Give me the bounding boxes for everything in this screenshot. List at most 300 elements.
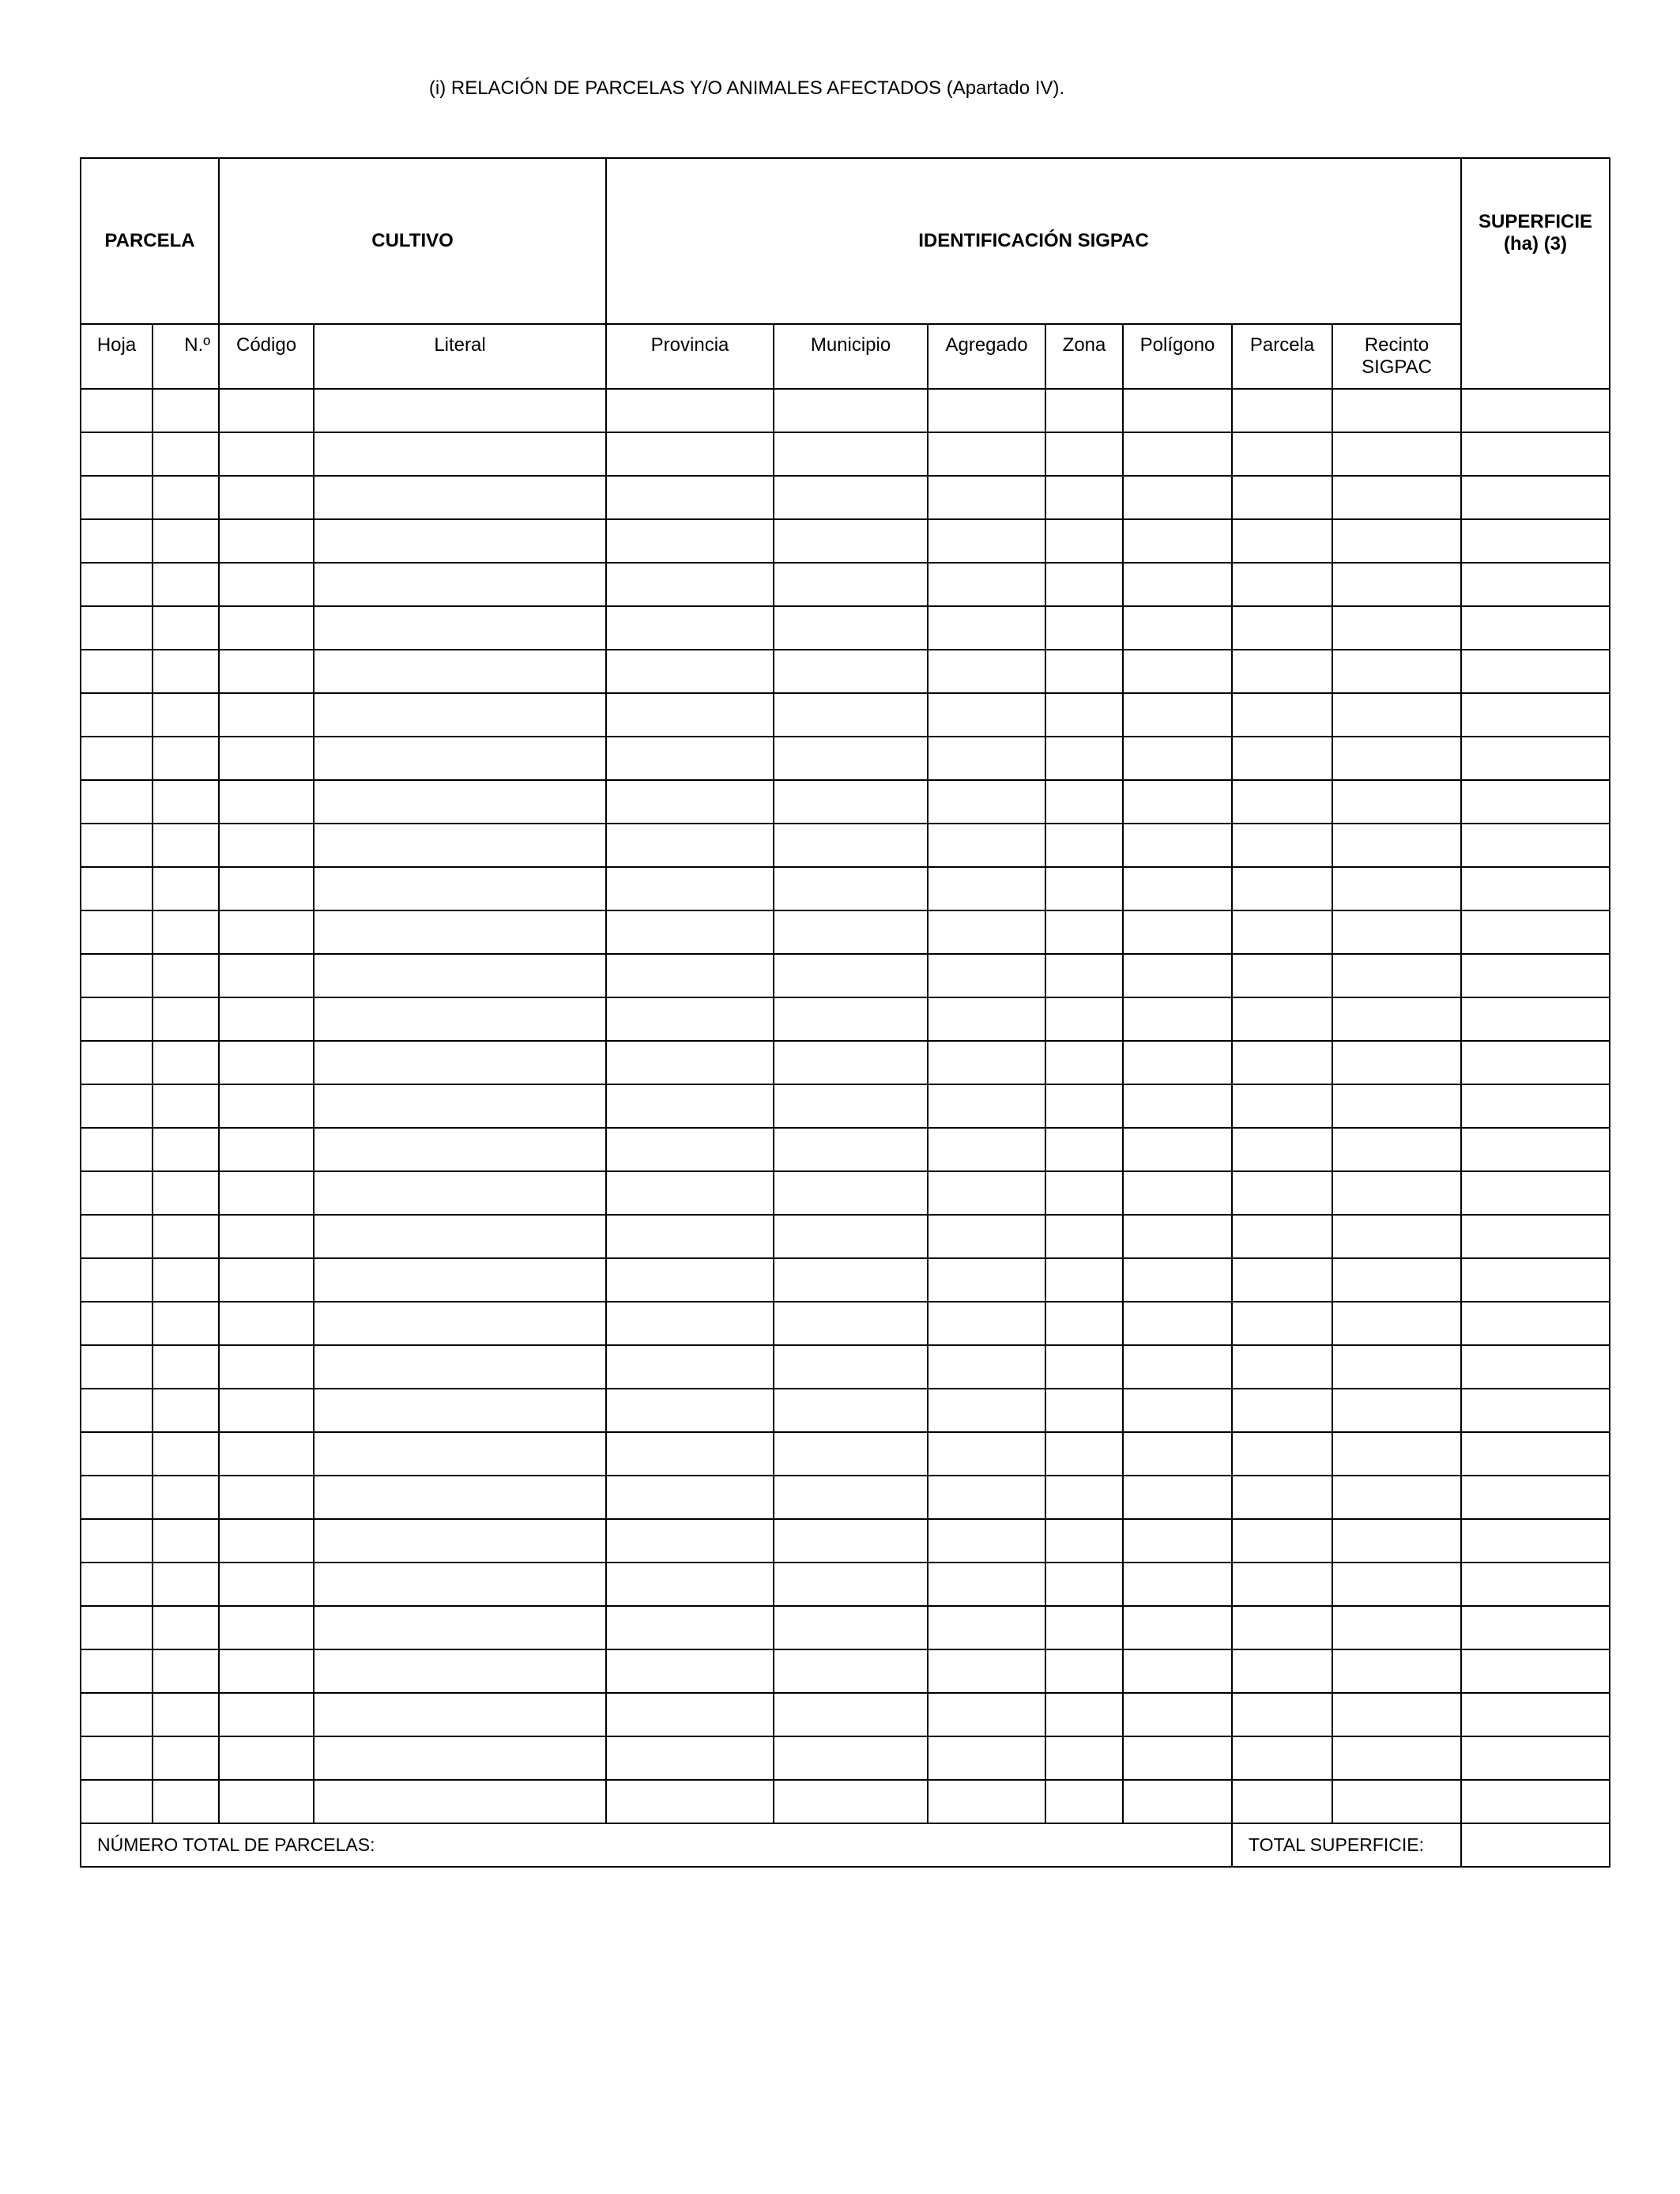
cell-literal[interactable] <box>314 1563 606 1606</box>
cell-literal[interactable] <box>314 693 606 737</box>
cell-municipio[interactable] <box>774 1563 928 1606</box>
cell-superficie[interactable] <box>1461 1780 1610 1823</box>
cell-zona[interactable] <box>1045 1693 1123 1736</box>
cell-provincia[interactable] <box>606 1302 774 1345</box>
cell-codigo[interactable] <box>219 1563 314 1606</box>
cell-superficie[interactable] <box>1461 606 1610 650</box>
cell-superficie[interactable] <box>1461 1345 1610 1389</box>
cell-codigo[interactable] <box>219 606 314 650</box>
cell-numero[interactable] <box>153 650 219 693</box>
cell-numero[interactable] <box>153 563 219 606</box>
cell-provincia[interactable] <box>606 954 774 997</box>
cell-recinto[interactable] <box>1332 432 1461 476</box>
cell-agregado[interactable] <box>928 997 1045 1041</box>
cell-literal[interactable] <box>314 1258 606 1302</box>
cell-recinto[interactable] <box>1332 1736 1461 1780</box>
cell-provincia[interactable] <box>606 910 774 954</box>
cell-poligono[interactable] <box>1123 606 1232 650</box>
cell-municipio[interactable] <box>774 1171 928 1215</box>
cell-agregado[interactable] <box>928 563 1045 606</box>
cell-agregado[interactable] <box>928 1171 1045 1215</box>
cell-numero[interactable] <box>153 997 219 1041</box>
cell-numero[interactable] <box>153 1171 219 1215</box>
cell-superficie[interactable] <box>1461 650 1610 693</box>
cell-parcela[interactable] <box>1232 1041 1332 1084</box>
cell-parcela[interactable] <box>1232 780 1332 824</box>
cell-codigo[interactable] <box>219 693 314 737</box>
cell-zona[interactable] <box>1045 1780 1123 1823</box>
cell-hoja[interactable] <box>81 1084 153 1128</box>
cell-parcela[interactable] <box>1232 1606 1332 1649</box>
cell-superficie[interactable] <box>1461 693 1610 737</box>
cell-recinto[interactable] <box>1332 650 1461 693</box>
cell-poligono[interactable] <box>1123 1128 1232 1171</box>
cell-codigo[interactable] <box>219 1780 314 1823</box>
cell-municipio[interactable] <box>774 389 928 432</box>
cell-provincia[interactable] <box>606 1693 774 1736</box>
cell-provincia[interactable] <box>606 1258 774 1302</box>
cell-zona[interactable] <box>1045 1736 1123 1780</box>
cell-superficie[interactable] <box>1461 1389 1610 1432</box>
cell-hoja[interactable] <box>81 1780 153 1823</box>
cell-recinto[interactable] <box>1332 1519 1461 1563</box>
cell-numero[interactable] <box>153 432 219 476</box>
cell-numero[interactable] <box>153 1084 219 1128</box>
cell-poligono[interactable] <box>1123 910 1232 954</box>
cell-hoja[interactable] <box>81 1606 153 1649</box>
cell-codigo[interactable] <box>219 824 314 867</box>
cell-zona[interactable] <box>1045 476 1123 519</box>
cell-poligono[interactable] <box>1123 1736 1232 1780</box>
cell-literal[interactable] <box>314 1084 606 1128</box>
cell-agregado[interactable] <box>928 1606 1045 1649</box>
cell-agregado[interactable] <box>928 693 1045 737</box>
cell-numero[interactable] <box>153 1693 219 1736</box>
cell-municipio[interactable] <box>774 1780 928 1823</box>
cell-provincia[interactable] <box>606 432 774 476</box>
cell-recinto[interactable] <box>1332 737 1461 780</box>
cell-recinto[interactable] <box>1332 1649 1461 1693</box>
cell-zona[interactable] <box>1045 867 1123 910</box>
cell-hoja[interactable] <box>81 519 153 563</box>
cell-municipio[interactable] <box>774 1041 928 1084</box>
cell-codigo[interactable] <box>219 1476 314 1519</box>
cell-provincia[interactable] <box>606 519 774 563</box>
cell-poligono[interactable] <box>1123 1302 1232 1345</box>
cell-hoja[interactable] <box>81 606 153 650</box>
cell-superficie[interactable] <box>1461 1519 1610 1563</box>
cell-agregado[interactable] <box>928 476 1045 519</box>
cell-municipio[interactable] <box>774 1519 928 1563</box>
total-superficie-value[interactable] <box>1461 1823 1610 1867</box>
cell-hoja[interactable] <box>81 867 153 910</box>
cell-parcela[interactable] <box>1232 1084 1332 1128</box>
cell-numero[interactable] <box>153 1780 219 1823</box>
cell-municipio[interactable] <box>774 1606 928 1649</box>
cell-superficie[interactable] <box>1461 1041 1610 1084</box>
cell-hoja[interactable] <box>81 1563 153 1606</box>
cell-hoja[interactable] <box>81 1649 153 1693</box>
cell-provincia[interactable] <box>606 1563 774 1606</box>
cell-superficie[interactable] <box>1461 519 1610 563</box>
cell-parcela[interactable] <box>1232 650 1332 693</box>
cell-provincia[interactable] <box>606 1171 774 1215</box>
cell-superficie[interactable] <box>1461 1693 1610 1736</box>
cell-zona[interactable] <box>1045 1041 1123 1084</box>
cell-superficie[interactable] <box>1461 867 1610 910</box>
cell-literal[interactable] <box>314 1128 606 1171</box>
cell-agregado[interactable] <box>928 1258 1045 1302</box>
cell-zona[interactable] <box>1045 1084 1123 1128</box>
cell-recinto[interactable] <box>1332 910 1461 954</box>
cell-municipio[interactable] <box>774 476 928 519</box>
cell-poligono[interactable] <box>1123 650 1232 693</box>
cell-codigo[interactable] <box>219 563 314 606</box>
cell-parcela[interactable] <box>1232 1258 1332 1302</box>
cell-parcela[interactable] <box>1232 1563 1332 1606</box>
cell-codigo[interactable] <box>219 519 314 563</box>
cell-recinto[interactable] <box>1332 1693 1461 1736</box>
cell-parcela[interactable] <box>1232 519 1332 563</box>
cell-codigo[interactable] <box>219 1649 314 1693</box>
cell-superficie[interactable] <box>1461 1432 1610 1476</box>
cell-zona[interactable] <box>1045 1128 1123 1171</box>
cell-poligono[interactable] <box>1123 1563 1232 1606</box>
cell-provincia[interactable] <box>606 1041 774 1084</box>
cell-literal[interactable] <box>314 476 606 519</box>
cell-provincia[interactable] <box>606 1432 774 1476</box>
cell-recinto[interactable] <box>1332 606 1461 650</box>
cell-hoja[interactable] <box>81 1215 153 1258</box>
cell-numero[interactable] <box>153 1736 219 1780</box>
cell-superficie[interactable] <box>1461 1084 1610 1128</box>
cell-recinto[interactable] <box>1332 1476 1461 1519</box>
cell-hoja[interactable] <box>81 693 153 737</box>
cell-superficie[interactable] <box>1461 1171 1610 1215</box>
cell-municipio[interactable] <box>774 693 928 737</box>
cell-superficie[interactable] <box>1461 780 1610 824</box>
cell-codigo[interactable] <box>219 1128 314 1171</box>
cell-literal[interactable] <box>314 1215 606 1258</box>
cell-provincia[interactable] <box>606 476 774 519</box>
cell-literal[interactable] <box>314 1476 606 1519</box>
cell-poligono[interactable] <box>1123 1171 1232 1215</box>
cell-zona[interactable] <box>1045 1345 1123 1389</box>
cell-zona[interactable] <box>1045 1215 1123 1258</box>
cell-literal[interactable] <box>314 997 606 1041</box>
cell-zona[interactable] <box>1045 693 1123 737</box>
cell-codigo[interactable] <box>219 1041 314 1084</box>
cell-literal[interactable] <box>314 563 606 606</box>
cell-zona[interactable] <box>1045 954 1123 997</box>
cell-codigo[interactable] <box>219 1389 314 1432</box>
cell-literal[interactable] <box>314 737 606 780</box>
cell-parcela[interactable] <box>1232 1389 1332 1432</box>
cell-recinto[interactable] <box>1332 867 1461 910</box>
cell-numero[interactable] <box>153 1476 219 1519</box>
cell-codigo[interactable] <box>219 954 314 997</box>
cell-agregado[interactable] <box>928 1041 1045 1084</box>
cell-agregado[interactable] <box>928 780 1045 824</box>
cell-literal[interactable] <box>314 1389 606 1432</box>
cell-recinto[interactable] <box>1332 1215 1461 1258</box>
cell-codigo[interactable] <box>219 1258 314 1302</box>
cell-poligono[interactable] <box>1123 737 1232 780</box>
cell-parcela[interactable] <box>1232 1302 1332 1345</box>
cell-parcela[interactable] <box>1232 476 1332 519</box>
cell-recinto[interactable] <box>1332 954 1461 997</box>
cell-poligono[interactable] <box>1123 1345 1232 1389</box>
cell-literal[interactable] <box>314 1736 606 1780</box>
cell-parcela[interactable] <box>1232 910 1332 954</box>
cell-municipio[interactable] <box>774 563 928 606</box>
cell-municipio[interactable] <box>774 1084 928 1128</box>
cell-numero[interactable] <box>153 780 219 824</box>
cell-zona[interactable] <box>1045 1519 1123 1563</box>
cell-agregado[interactable] <box>928 1649 1045 1693</box>
cell-municipio[interactable] <box>774 1693 928 1736</box>
cell-parcela[interactable] <box>1232 432 1332 476</box>
cell-poligono[interactable] <box>1123 954 1232 997</box>
cell-hoja[interactable] <box>81 1736 153 1780</box>
cell-recinto[interactable] <box>1332 780 1461 824</box>
cell-recinto[interactable] <box>1332 389 1461 432</box>
cell-hoja[interactable] <box>81 1476 153 1519</box>
cell-agregado[interactable] <box>928 1519 1045 1563</box>
cell-provincia[interactable] <box>606 563 774 606</box>
cell-provincia[interactable] <box>606 867 774 910</box>
cell-provincia[interactable] <box>606 1519 774 1563</box>
cell-poligono[interactable] <box>1123 1476 1232 1519</box>
cell-literal[interactable] <box>314 519 606 563</box>
cell-agregado[interactable] <box>928 1389 1045 1432</box>
cell-parcela[interactable] <box>1232 1519 1332 1563</box>
cell-municipio[interactable] <box>774 737 928 780</box>
cell-recinto[interactable] <box>1332 693 1461 737</box>
cell-numero[interactable] <box>153 1649 219 1693</box>
cell-municipio[interactable] <box>774 1649 928 1693</box>
cell-parcela[interactable] <box>1232 867 1332 910</box>
cell-hoja[interactable] <box>81 1171 153 1215</box>
cell-provincia[interactable] <box>606 780 774 824</box>
cell-numero[interactable] <box>153 1215 219 1258</box>
cell-poligono[interactable] <box>1123 1606 1232 1649</box>
cell-municipio[interactable] <box>774 780 928 824</box>
cell-zona[interactable] <box>1045 1432 1123 1476</box>
cell-codigo[interactable] <box>219 650 314 693</box>
cell-agregado[interactable] <box>928 1476 1045 1519</box>
cell-superficie[interactable] <box>1461 1215 1610 1258</box>
cell-codigo[interactable] <box>219 1519 314 1563</box>
cell-poligono[interactable] <box>1123 519 1232 563</box>
cell-parcela[interactable] <box>1232 1215 1332 1258</box>
cell-poligono[interactable] <box>1123 563 1232 606</box>
cell-municipio[interactable] <box>774 954 928 997</box>
cell-superficie[interactable] <box>1461 1649 1610 1693</box>
cell-provincia[interactable] <box>606 1084 774 1128</box>
cell-parcela[interactable] <box>1232 1432 1332 1476</box>
cell-poligono[interactable] <box>1123 1215 1232 1258</box>
cell-parcela[interactable] <box>1232 1128 1332 1171</box>
cell-poligono[interactable] <box>1123 432 1232 476</box>
cell-superficie[interactable] <box>1461 563 1610 606</box>
cell-codigo[interactable] <box>219 432 314 476</box>
cell-agregado[interactable] <box>928 1215 1045 1258</box>
cell-provincia[interactable] <box>606 693 774 737</box>
cell-zona[interactable] <box>1045 1258 1123 1302</box>
cell-recinto[interactable] <box>1332 824 1461 867</box>
cell-parcela[interactable] <box>1232 606 1332 650</box>
cell-hoja[interactable] <box>81 1519 153 1563</box>
cell-numero[interactable] <box>153 824 219 867</box>
cell-literal[interactable] <box>314 867 606 910</box>
cell-poligono[interactable] <box>1123 1780 1232 1823</box>
cell-provincia[interactable] <box>606 824 774 867</box>
cell-recinto[interactable] <box>1332 1563 1461 1606</box>
cell-codigo[interactable] <box>219 1606 314 1649</box>
cell-codigo[interactable] <box>219 1345 314 1389</box>
cell-hoja[interactable] <box>81 910 153 954</box>
cell-municipio[interactable] <box>774 910 928 954</box>
cell-municipio[interactable] <box>774 1258 928 1302</box>
cell-poligono[interactable] <box>1123 693 1232 737</box>
cell-superficie[interactable] <box>1461 1302 1610 1345</box>
cell-recinto[interactable] <box>1332 1606 1461 1649</box>
cell-codigo[interactable] <box>219 1171 314 1215</box>
cell-zona[interactable] <box>1045 1389 1123 1432</box>
cell-recinto[interactable] <box>1332 997 1461 1041</box>
cell-poligono[interactable] <box>1123 1389 1232 1432</box>
cell-recinto[interactable] <box>1332 1302 1461 1345</box>
cell-parcela[interactable] <box>1232 1476 1332 1519</box>
cell-superficie[interactable] <box>1461 1476 1610 1519</box>
cell-hoja[interactable] <box>81 1693 153 1736</box>
cell-literal[interactable] <box>314 1432 606 1476</box>
cell-agregado[interactable] <box>928 519 1045 563</box>
cell-literal[interactable] <box>314 824 606 867</box>
cell-codigo[interactable] <box>219 476 314 519</box>
cell-literal[interactable] <box>314 1606 606 1649</box>
cell-zona[interactable] <box>1045 519 1123 563</box>
cell-codigo[interactable] <box>219 737 314 780</box>
cell-superficie[interactable] <box>1461 1258 1610 1302</box>
cell-agregado[interactable] <box>928 432 1045 476</box>
cell-hoja[interactable] <box>81 1302 153 1345</box>
cell-zona[interactable] <box>1045 389 1123 432</box>
cell-numero[interactable] <box>153 476 219 519</box>
cell-codigo[interactable] <box>219 1432 314 1476</box>
cell-poligono[interactable] <box>1123 867 1232 910</box>
cell-agregado[interactable] <box>928 954 1045 997</box>
cell-municipio[interactable] <box>774 1128 928 1171</box>
cell-codigo[interactable] <box>219 867 314 910</box>
cell-recinto[interactable] <box>1332 1041 1461 1084</box>
cell-provincia[interactable] <box>606 650 774 693</box>
cell-parcela[interactable] <box>1232 1171 1332 1215</box>
cell-superficie[interactable] <box>1461 954 1610 997</box>
cell-provincia[interactable] <box>606 606 774 650</box>
cell-parcela[interactable] <box>1232 1649 1332 1693</box>
cell-numero[interactable] <box>153 1563 219 1606</box>
cell-zona[interactable] <box>1045 997 1123 1041</box>
cell-municipio[interactable] <box>774 1389 928 1432</box>
cell-codigo[interactable] <box>219 1693 314 1736</box>
cell-zona[interactable] <box>1045 1476 1123 1519</box>
cell-superficie[interactable] <box>1461 1606 1610 1649</box>
cell-codigo[interactable] <box>219 1084 314 1128</box>
cell-recinto[interactable] <box>1332 1780 1461 1823</box>
cell-agregado[interactable] <box>928 1432 1045 1476</box>
cell-provincia[interactable] <box>606 1215 774 1258</box>
cell-superficie[interactable] <box>1461 1563 1610 1606</box>
cell-parcela[interactable] <box>1232 737 1332 780</box>
cell-hoja[interactable] <box>81 1041 153 1084</box>
cell-literal[interactable] <box>314 780 606 824</box>
cell-zona[interactable] <box>1045 1563 1123 1606</box>
cell-numero[interactable] <box>153 867 219 910</box>
cell-hoja[interactable] <box>81 780 153 824</box>
cell-numero[interactable] <box>153 910 219 954</box>
cell-parcela[interactable] <box>1232 1693 1332 1736</box>
cell-numero[interactable] <box>153 1519 219 1563</box>
cell-literal[interactable] <box>314 1519 606 1563</box>
cell-recinto[interactable] <box>1332 1258 1461 1302</box>
cell-hoja[interactable] <box>81 737 153 780</box>
cell-recinto[interactable] <box>1332 563 1461 606</box>
cell-zona[interactable] <box>1045 1171 1123 1215</box>
cell-superficie[interactable] <box>1461 1736 1610 1780</box>
cell-provincia[interactable] <box>606 997 774 1041</box>
cell-superficie[interactable] <box>1461 737 1610 780</box>
cell-numero[interactable] <box>153 1389 219 1432</box>
cell-literal[interactable] <box>314 1780 606 1823</box>
cell-agregado[interactable] <box>928 1345 1045 1389</box>
cell-numero[interactable] <box>153 1432 219 1476</box>
cell-numero[interactable] <box>153 693 219 737</box>
cell-agregado[interactable] <box>928 1736 1045 1780</box>
cell-agregado[interactable] <box>928 1780 1045 1823</box>
cell-numero[interactable] <box>153 737 219 780</box>
cell-agregado[interactable] <box>928 1693 1045 1736</box>
cell-recinto[interactable] <box>1332 1345 1461 1389</box>
cell-codigo[interactable] <box>219 780 314 824</box>
cell-literal[interactable] <box>314 1649 606 1693</box>
cell-hoja[interactable] <box>81 1432 153 1476</box>
cell-parcela[interactable] <box>1232 1736 1332 1780</box>
cell-literal[interactable] <box>314 1693 606 1736</box>
cell-municipio[interactable] <box>774 432 928 476</box>
cell-agregado[interactable] <box>928 1084 1045 1128</box>
cell-hoja[interactable] <box>81 476 153 519</box>
cell-literal[interactable] <box>314 1041 606 1084</box>
cell-numero[interactable] <box>153 1041 219 1084</box>
cell-poligono[interactable] <box>1123 1084 1232 1128</box>
cell-parcela[interactable] <box>1232 1780 1332 1823</box>
cell-hoja[interactable] <box>81 432 153 476</box>
cell-poligono[interactable] <box>1123 1649 1232 1693</box>
cell-zona[interactable] <box>1045 606 1123 650</box>
cell-agregado[interactable] <box>928 1302 1045 1345</box>
cell-municipio[interactable] <box>774 519 928 563</box>
cell-superficie[interactable] <box>1461 1128 1610 1171</box>
cell-zona[interactable] <box>1045 824 1123 867</box>
cell-poligono[interactable] <box>1123 1041 1232 1084</box>
cell-municipio[interactable] <box>774 1345 928 1389</box>
cell-parcela[interactable] <box>1232 693 1332 737</box>
cell-agregado[interactable] <box>928 824 1045 867</box>
cell-literal[interactable] <box>314 432 606 476</box>
cell-numero[interactable] <box>153 519 219 563</box>
